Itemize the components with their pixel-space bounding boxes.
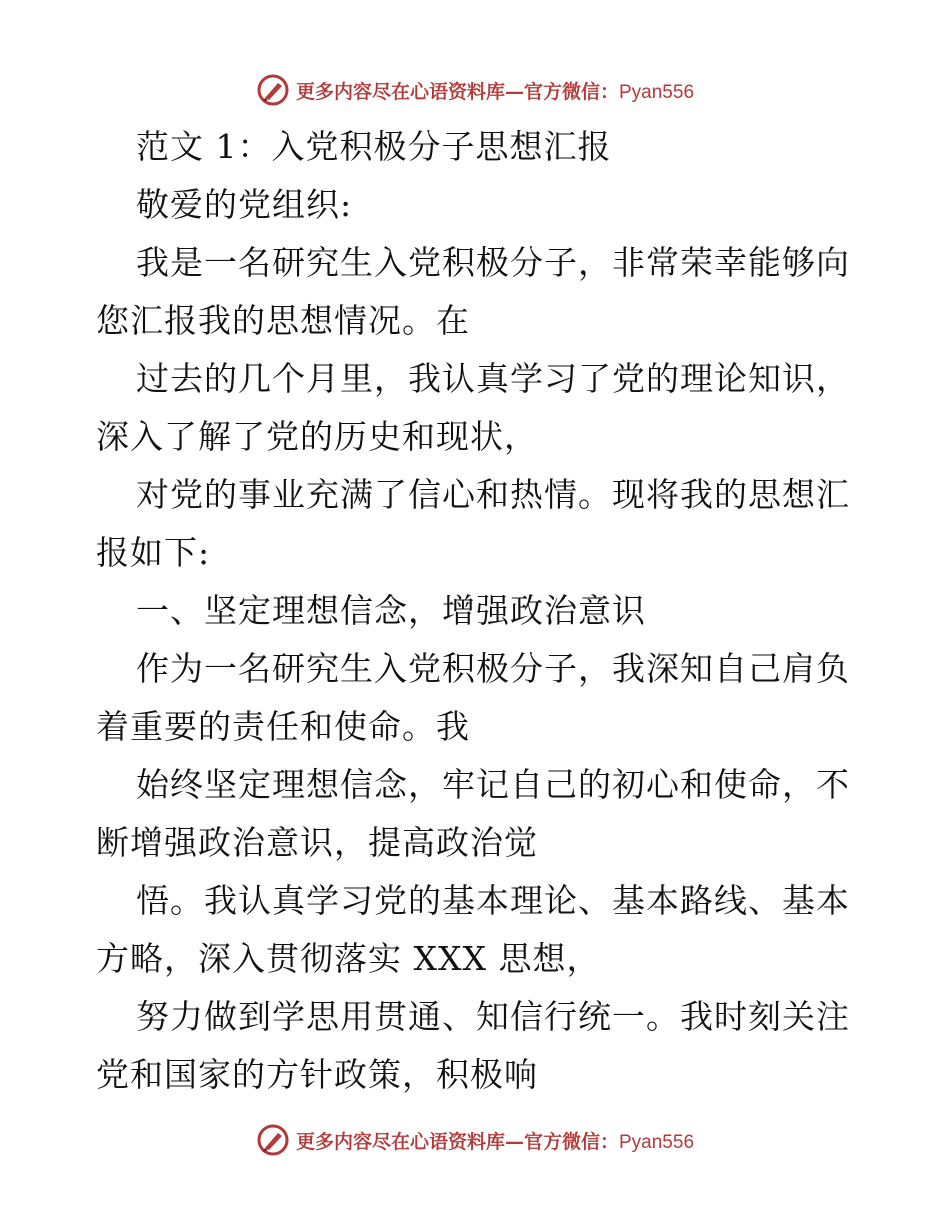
text-line: 着重要的责任和使命。我 <box>96 707 470 746</box>
text-line: 一、坚定理想信念，增强政治意识 <box>136 591 646 630</box>
text-line: 报如下: <box>96 533 211 572</box>
text-line: 深入了解了党的历史和现状， <box>96 417 538 456</box>
watermark-handle: Pyan556 <box>619 81 695 103</box>
text-line: 我是一名研究生入党积极分子，非常荣幸能够向 <box>136 243 850 282</box>
watermark-text: 更多内容尽在心语资料库—官方微信：Pyan556 <box>295 80 695 103</box>
header-watermark <box>0 70 950 110</box>
text-line: 方略，深入贯彻落实 XXX 思想， <box>96 939 601 978</box>
text-line: 努力做到学思用贯通、知信行统一。我时刻关注 <box>136 997 850 1036</box>
text-line: 悟。我认真学习党的基本理论、基本路线、基本 <box>136 881 850 920</box>
watermark-text: 更多内容尽在心语资料库—官方微信：Pyan556 <box>295 1130 695 1153</box>
footer-watermark <box>0 1120 950 1160</box>
text-line: 过去的几个月里，我认真学习了党的理论知识， <box>136 359 850 398</box>
pen-logo-icon <box>256 73 290 107</box>
document-body <box>96 118 856 1104</box>
text-line: 范文 1：入党积极分子思想汇报 <box>136 127 612 166</box>
text-line: 党和国家的方针政策，积极响 <box>96 1055 538 1094</box>
text-line: 敬爱的党组织: <box>136 185 353 224</box>
text-line: 作为一名研究生入党积极分子，我深知自己肩负 <box>136 649 850 688</box>
watermark-handle: Pyan556 <box>619 1131 695 1153</box>
pen-logo-icon <box>256 1123 290 1157</box>
text-line: 断增强政治意识，提高政治觉 <box>96 823 538 862</box>
text-line: 始终坚定理想信念，牢记自己的初心和使命，不 <box>136 765 850 804</box>
text-line: 对党的事业充满了信心和热情。现将我的思想汇 <box>136 475 850 514</box>
text-line: 您汇报我的思想情况。在 <box>96 301 470 340</box>
